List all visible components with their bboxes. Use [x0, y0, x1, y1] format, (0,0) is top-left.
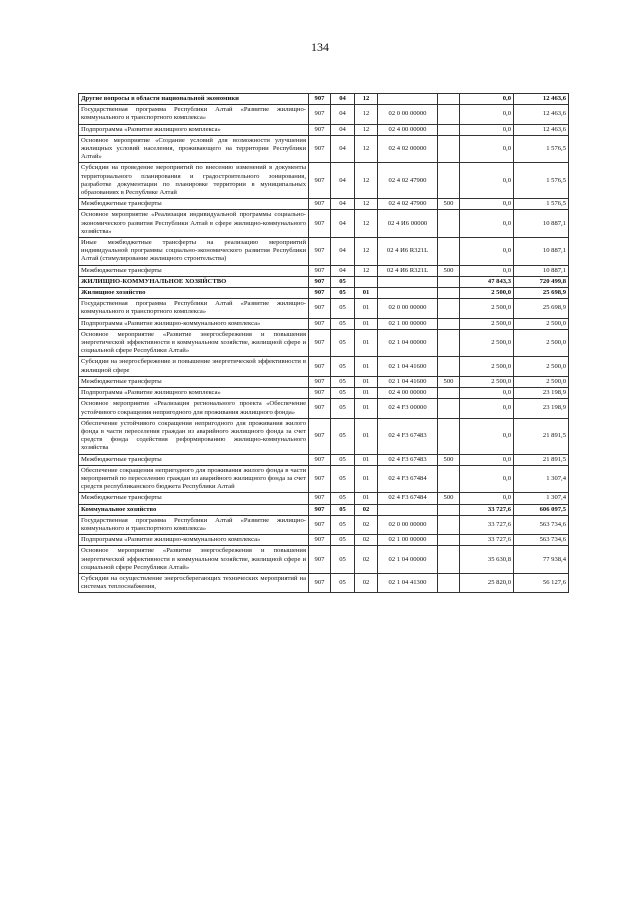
value-2019-cell: 2 500,0: [460, 329, 514, 357]
rz-cell: 05: [331, 318, 355, 329]
value-2020-cell: 2 500,0: [514, 318, 569, 329]
value-2019-cell: 0,0: [460, 399, 514, 418]
pr-cell: 01: [355, 493, 378, 504]
ved-cell: 907: [309, 573, 331, 592]
row-name-cell: Основное мероприятие «Реализация регионального проекта «Обеспечение устойчивого сокращения непригодного для проживания жилищного фонда»: [79, 399, 309, 418]
vr-cell: [438, 163, 460, 199]
value-2020-cell: 1 307,4: [514, 493, 569, 504]
table-row: [79, 329, 569, 357]
pr-cell: 12: [355, 199, 378, 210]
rz-cell: 05: [331, 535, 355, 546]
value-2020-cell: 606 097,5: [514, 504, 569, 515]
value-2020-cell: 23 198,9: [514, 399, 569, 418]
value-2019-cell: 0,0: [460, 94, 514, 105]
value-2019-cell: 0,0: [460, 163, 514, 199]
rz-cell: 05: [331, 546, 355, 574]
pr-cell: 12: [355, 210, 378, 238]
vr-cell: 500: [438, 265, 460, 276]
row-name-cell: Основное мероприятие «Развитие энергосбережения и повышения энергетической эффективности в коммунальном хозяйстве, жилищной сфере и социальной сфере Республики Алтай»: [79, 329, 309, 357]
value-2019-cell: 2 500,0: [460, 318, 514, 329]
table-row: [79, 504, 569, 515]
row-name-cell: Жилищное хозяйство: [79, 288, 309, 299]
row-name-cell: Межбюджетные трансферты: [79, 376, 309, 387]
value-2020-cell: 2 500,0: [514, 357, 569, 376]
value-2019-cell: 0,0: [460, 465, 514, 493]
csr-cell: 02 1 00 00000: [378, 535, 438, 546]
value-2019-cell: 25 820,0: [460, 573, 514, 592]
csr-cell: 02 0 00 00000: [378, 105, 438, 124]
row-name-cell: Подпрограмма «Развитие жилищного комплекса»: [79, 124, 309, 135]
row-name-cell: ЖИЛИЩНО-КОММУНАЛЬНОЕ ХОЗЯЙСТВО: [79, 276, 309, 287]
rz-cell: 04: [331, 135, 355, 163]
table-row: [79, 265, 569, 276]
table-row: [79, 105, 569, 124]
vr-cell: [438, 299, 460, 318]
table-row: [79, 465, 569, 493]
table-row: [79, 399, 569, 418]
rz-cell: 05: [331, 465, 355, 493]
vr-cell: 500: [438, 493, 460, 504]
row-name-cell: Межбюджетные трансферты: [79, 493, 309, 504]
table-row: [79, 515, 569, 534]
rz-cell: 04: [331, 238, 355, 266]
row-name-cell: Государственная программа Республики Алтай «Развитие жилищно-коммунального и транспортного комплекса»: [79, 299, 309, 318]
pr-cell: 12: [355, 124, 378, 135]
csr-cell: 02 4 F3 67484: [378, 493, 438, 504]
csr-cell: 02 1 04 00000: [378, 329, 438, 357]
rz-cell: 05: [331, 418, 355, 454]
table-row: [79, 135, 569, 163]
value-2020-cell: 21 891,5: [514, 418, 569, 454]
ved-cell: 907: [309, 454, 331, 465]
rz-cell: 04: [331, 124, 355, 135]
table-row: [79, 238, 569, 266]
row-name-cell: Субсидии на проведение мероприятий по внесению изменений в документы территориального планирования и градостроительного зонирования, разработке документации по планировке территории в муниципальных образованиях в Республике Алтай: [79, 163, 309, 199]
table-row: [79, 163, 569, 199]
vr-cell: [438, 399, 460, 418]
pr-cell: 01: [355, 454, 378, 465]
pr-cell: 01: [355, 376, 378, 387]
table-row: [79, 454, 569, 465]
csr-cell: 02 4 И6 R321L: [378, 238, 438, 266]
value-2019-cell: 0,0: [460, 124, 514, 135]
pr-cell: 01: [355, 318, 378, 329]
table-body: [79, 94, 569, 593]
table-row: [79, 276, 569, 287]
pr-cell: 02: [355, 573, 378, 592]
table-row: [79, 535, 569, 546]
csr-cell: 02 4 02 47900: [378, 199, 438, 210]
vr-cell: [438, 329, 460, 357]
vr-cell: [438, 124, 460, 135]
rz-cell: 05: [331, 399, 355, 418]
csr-cell: 02 1 04 41600: [378, 376, 438, 387]
csr-cell: 02 1 04 41600: [378, 357, 438, 376]
table-row: [79, 493, 569, 504]
vr-cell: [438, 288, 460, 299]
value-2019-cell: 0,0: [460, 388, 514, 399]
rz-cell: 05: [331, 329, 355, 357]
ved-cell: 907: [309, 288, 331, 299]
ved-cell: 907: [309, 504, 331, 515]
rz-cell: 04: [331, 105, 355, 124]
value-2019-cell: 2 500,0: [460, 288, 514, 299]
value-2020-cell: 25 698,9: [514, 299, 569, 318]
value-2019-cell: 33 727,6: [460, 504, 514, 515]
table-row: [79, 288, 569, 299]
value-2019-cell: 2 500,0: [460, 357, 514, 376]
row-name-cell: Обеспечение устойчивого сокращения непригодного для проживания жилого фонда в части переселения граждан из аварийного жилищного фонда за счет средств фонда содействия реформированию жилищно-коммунального хозяйства: [79, 418, 309, 454]
csr-cell: [378, 94, 438, 105]
ved-cell: 907: [309, 135, 331, 163]
ved-cell: 907: [309, 399, 331, 418]
vr-cell: [438, 504, 460, 515]
vr-cell: [438, 318, 460, 329]
ved-cell: 907: [309, 535, 331, 546]
row-name-cell: Иные межбюджетные трансферты на реализацию мероприятий индивидуальной программы социально-экономического развития Республики Алтай (стимулирование жилищного строительства): [79, 238, 309, 266]
row-name-cell: Коммунальное хозяйство: [79, 504, 309, 515]
value-2020-cell: 12 463,6: [514, 94, 569, 105]
ved-cell: 907: [309, 238, 331, 266]
pr-cell: 01: [355, 388, 378, 399]
value-2019-cell: 33 727,6: [460, 515, 514, 534]
ved-cell: 907: [309, 465, 331, 493]
row-name-cell: Субсидии на энергосбережение и повышение энергетической эффективности в жилищной сфере: [79, 357, 309, 376]
ved-cell: 907: [309, 376, 331, 387]
table-row: [79, 388, 569, 399]
value-2019-cell: 2 500,0: [460, 299, 514, 318]
value-2020-cell: 21 891,5: [514, 454, 569, 465]
table-row: [79, 199, 569, 210]
value-2020-cell: 10 887,1: [514, 238, 569, 266]
csr-cell: 02 1 00 00000: [378, 318, 438, 329]
row-name-cell: Подпрограмма «Развитие жилищно-коммунального комплекса»: [79, 318, 309, 329]
table-row: [79, 94, 569, 105]
rz-cell: 04: [331, 94, 355, 105]
page-number: 134: [311, 40, 329, 54]
table-row: [79, 418, 569, 454]
value-2020-cell: 77 938,4: [514, 546, 569, 574]
vr-cell: 500: [438, 376, 460, 387]
row-name-cell: Межбюджетные трансферты: [79, 199, 309, 210]
ved-cell: 907: [309, 299, 331, 318]
rz-cell: 04: [331, 265, 355, 276]
vr-cell: [438, 388, 460, 399]
csr-cell: 02 4 00 00000: [378, 124, 438, 135]
csr-cell: 02 0 00 00000: [378, 299, 438, 318]
row-name-cell: Подпрограмма «Развитие жилищного комплекса»: [79, 388, 309, 399]
value-2019-cell: 35 630,8: [460, 546, 514, 574]
vr-cell: [438, 465, 460, 493]
value-2019-cell: 0,0: [460, 199, 514, 210]
vr-cell: [438, 418, 460, 454]
value-2019-cell: 33 727,6: [460, 535, 514, 546]
ved-cell: 907: [309, 276, 331, 287]
value-2020-cell: 1 576,5: [514, 199, 569, 210]
csr-cell: 02 4 F3 67484: [378, 465, 438, 493]
row-name-cell: Подпрограмма «Развитие жилищно-коммунального комплекса»: [79, 535, 309, 546]
ved-cell: 907: [309, 265, 331, 276]
rz-cell: 05: [331, 299, 355, 318]
pr-cell: 01: [355, 299, 378, 318]
ved-cell: 907: [309, 546, 331, 574]
pr-cell: 12: [355, 135, 378, 163]
value-2020-cell: 12 463,6: [514, 105, 569, 124]
value-2019-cell: 0,0: [460, 265, 514, 276]
rz-cell: 05: [331, 504, 355, 515]
value-2020-cell: 563 734,6: [514, 515, 569, 534]
value-2020-cell: 10 887,1: [514, 210, 569, 238]
pr-cell: 01: [355, 399, 378, 418]
value-2019-cell: 0,0: [460, 493, 514, 504]
ved-cell: 907: [309, 318, 331, 329]
csr-cell: [378, 288, 438, 299]
csr-cell: 02 4 02 47900: [378, 163, 438, 199]
vr-cell: 500: [438, 199, 460, 210]
pr-cell: 12: [355, 94, 378, 105]
vr-cell: [438, 238, 460, 266]
vr-cell: [438, 210, 460, 238]
rz-cell: 05: [331, 454, 355, 465]
row-name-cell: Межбюджетные трансферты: [79, 265, 309, 276]
table-row: [79, 124, 569, 135]
vr-cell: [438, 276, 460, 287]
vr-cell: [438, 135, 460, 163]
table-row: [79, 357, 569, 376]
ved-cell: 907: [309, 163, 331, 199]
pr-cell: 01: [355, 465, 378, 493]
pr-cell: 12: [355, 265, 378, 276]
ved-cell: 907: [309, 124, 331, 135]
vr-cell: [438, 357, 460, 376]
row-name-cell: Основное мероприятие «Создание условий для возможности улучшения жилищных условий населения, проживающего на территории Республики Алтай»: [79, 135, 309, 163]
value-2019-cell: 47 843,3: [460, 276, 514, 287]
ved-cell: 907: [309, 94, 331, 105]
value-2020-cell: 1 576,5: [514, 135, 569, 163]
value-2020-cell: 1 307,4: [514, 465, 569, 493]
rz-cell: 05: [331, 388, 355, 399]
csr-cell: 02 1 04 00000: [378, 546, 438, 574]
csr-cell: 02 4 02 00000: [378, 135, 438, 163]
vr-cell: [438, 535, 460, 546]
csr-cell: 02 4 00 00000: [378, 388, 438, 399]
rz-cell: 05: [331, 288, 355, 299]
ved-cell: 907: [309, 357, 331, 376]
csr-cell: 02 0 00 00000: [378, 515, 438, 534]
rz-cell: 05: [331, 573, 355, 592]
rz-cell: 05: [331, 357, 355, 376]
pr-cell: 12: [355, 238, 378, 266]
pr-cell: 02: [355, 535, 378, 546]
pr-cell: 01: [355, 288, 378, 299]
value-2020-cell: 25 698,9: [514, 288, 569, 299]
csr-cell: 02 4 И6 00000: [378, 210, 438, 238]
value-2019-cell: 0,0: [460, 135, 514, 163]
csr-cell: 02 4 F3 67483: [378, 418, 438, 454]
table-row: [79, 573, 569, 592]
csr-cell: [378, 276, 438, 287]
value-2020-cell: 720 499,8: [514, 276, 569, 287]
value-2020-cell: 1 576,5: [514, 163, 569, 199]
value-2020-cell: 563 734,6: [514, 535, 569, 546]
rz-cell: 05: [331, 493, 355, 504]
csr-cell: 02 4 F3 67483: [378, 454, 438, 465]
ved-cell: 907: [309, 515, 331, 534]
ved-cell: 907: [309, 493, 331, 504]
value-2020-cell: 2 500,0: [514, 329, 569, 357]
value-2019-cell: 0,0: [460, 238, 514, 266]
row-name-cell: Межбюджетные трансферты: [79, 454, 309, 465]
value-2020-cell: 2 500,0: [514, 376, 569, 387]
value-2020-cell: 12 463,6: [514, 124, 569, 135]
rz-cell: 05: [331, 376, 355, 387]
vr-cell: [438, 105, 460, 124]
ved-cell: 907: [309, 210, 331, 238]
vr-cell: [438, 546, 460, 574]
value-2020-cell: 56 127,6: [514, 573, 569, 592]
rz-cell: 04: [331, 163, 355, 199]
value-2019-cell: 0,0: [460, 105, 514, 124]
row-name-cell: Основное мероприятие «Реализация индивидуальной программы социально-экономического развития Республики Алтай в сфере жилищно-коммунального хозяйства»: [79, 210, 309, 238]
pr-cell: 12: [355, 163, 378, 199]
csr-cell: 02 4 И6 R321L: [378, 265, 438, 276]
csr-cell: 02 1 04 41300: [378, 573, 438, 592]
csr-cell: 02 4 F3 00000: [378, 399, 438, 418]
value-2019-cell: 2 500,0: [460, 376, 514, 387]
value-2019-cell: 0,0: [460, 454, 514, 465]
ved-cell: 907: [309, 418, 331, 454]
vr-cell: [438, 515, 460, 534]
value-2020-cell: 10 887,1: [514, 265, 569, 276]
budget-table: [78, 93, 569, 593]
value-2019-cell: 0,0: [460, 418, 514, 454]
csr-cell: [378, 504, 438, 515]
vr-cell: [438, 573, 460, 592]
row-name-cell: Другие вопросы в области национальной экономики: [79, 94, 309, 105]
value-2019-cell: 0,0: [460, 210, 514, 238]
table-row: [79, 318, 569, 329]
row-name-cell: Основное мероприятие «Развитие энергосбережения и повышения энергетической эффективности в коммунальном хозяйстве, жилищной сфере и социальной сфере Республики Алтай»: [79, 546, 309, 574]
rz-cell: 05: [331, 515, 355, 534]
pr-cell: 02: [355, 515, 378, 534]
row-name-cell: Субсидии на осуществление энергосберегающих технических мероприятий на системах теплоснабжения,: [79, 573, 309, 592]
rz-cell: 04: [331, 199, 355, 210]
pr-cell: 12: [355, 105, 378, 124]
rz-cell: 04: [331, 210, 355, 238]
pr-cell: [355, 276, 378, 287]
pr-cell: 02: [355, 504, 378, 515]
pr-cell: 01: [355, 357, 378, 376]
ved-cell: 907: [309, 199, 331, 210]
table-row: [79, 299, 569, 318]
table-row: [79, 546, 569, 574]
table-row: [79, 210, 569, 238]
row-name-cell: Государственная программа Республики Алтай «Развитие жилищно-коммунального и транспортного комплекса»: [79, 105, 309, 124]
table-row: [79, 376, 569, 387]
pr-cell: 02: [355, 546, 378, 574]
pr-cell: 01: [355, 329, 378, 357]
row-name-cell: Обеспечение сокращения непригодного для проживания жилого фонда в части мероприятий по переселению граждан из аварийного жилищного фонда за счет средств республиканского бюджета Республики Алтай: [79, 465, 309, 493]
row-name-cell: Государственная программа Республики Алтай «Развитие жилищно-коммунального и транспортного комплекса»: [79, 515, 309, 534]
ved-cell: 907: [309, 105, 331, 124]
ved-cell: 907: [309, 388, 331, 399]
value-2020-cell: 23 198,9: [514, 388, 569, 399]
vr-cell: [438, 94, 460, 105]
pr-cell: 01: [355, 418, 378, 454]
ved-cell: 907: [309, 329, 331, 357]
vr-cell: 500: [438, 454, 460, 465]
rz-cell: 05: [331, 276, 355, 287]
